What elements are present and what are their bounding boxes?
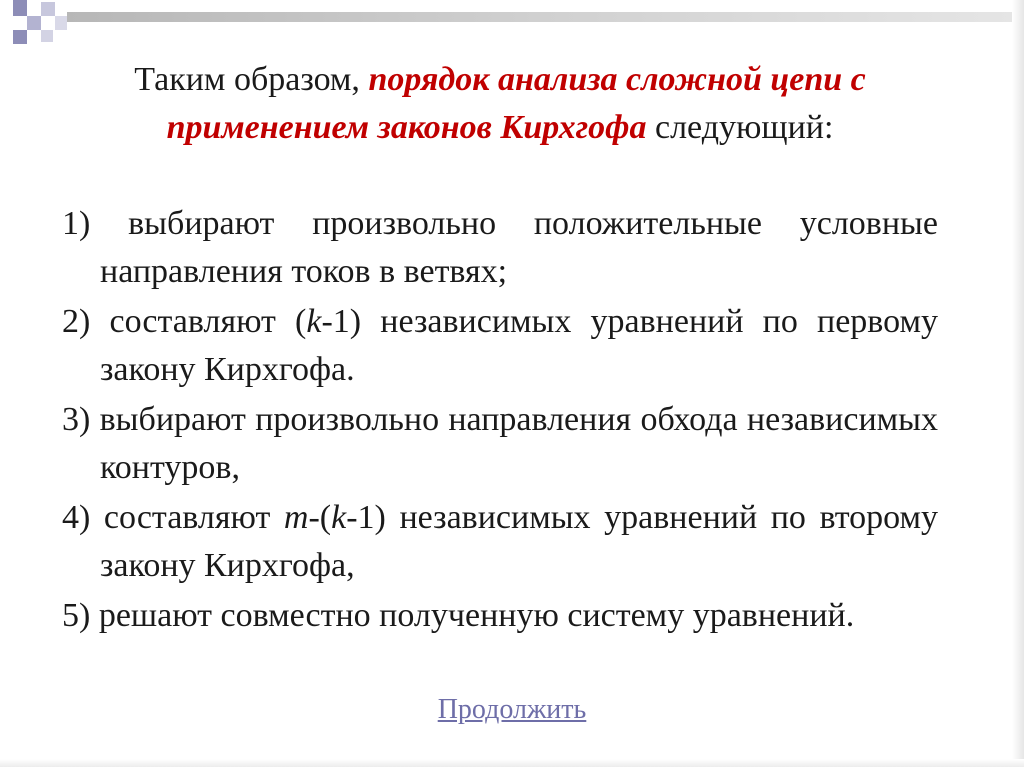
decor-square bbox=[13, 0, 27, 16]
intro-emphasis: порядок анализа сложной цепи с применением законов Кирхгофа bbox=[166, 61, 866, 146]
step-variable: k bbox=[306, 303, 322, 340]
step-text: составляют bbox=[103, 499, 284, 536]
continue-link[interactable]: Продолжить bbox=[437, 694, 587, 725]
step-number: 1) bbox=[62, 205, 91, 242]
decor-square bbox=[55, 16, 67, 30]
header-bar bbox=[67, 12, 1012, 22]
frame-edge bbox=[1012, 0, 1024, 767]
step-text: -1) независимых уравнений по второму закону Кирхгофа, bbox=[100, 499, 938, 584]
decor-square bbox=[13, 30, 27, 44]
step-text: -( bbox=[308, 499, 332, 536]
step-text: составляют ( bbox=[109, 303, 307, 340]
step-text: -1) независимых уравнений по первому закону Кирхгофа. bbox=[100, 303, 939, 388]
step-number: 2) bbox=[62, 303, 91, 340]
step-number: 5) bbox=[62, 597, 91, 634]
step-variable: k bbox=[331, 499, 347, 536]
step-item bbox=[62, 494, 938, 590]
step-number: 3) bbox=[62, 401, 91, 438]
step-item bbox=[62, 298, 938, 394]
steps-list bbox=[62, 200, 938, 640]
decor-square bbox=[41, 2, 55, 16]
step-text: выбирают произвольно положительные условные направления токов в ветвях; bbox=[100, 205, 938, 290]
step-item bbox=[62, 592, 938, 640]
intro-paragraph bbox=[62, 56, 938, 152]
intro-lead: Таким образом, bbox=[134, 61, 369, 98]
slide-content bbox=[62, 56, 938, 642]
step-text: решают совместно полученную систему уравнений. bbox=[98, 597, 855, 634]
step-item bbox=[62, 200, 938, 296]
frame-edge bbox=[0, 759, 1024, 767]
step-number: 4) bbox=[62, 499, 91, 536]
step-item bbox=[62, 396, 938, 492]
decor-square bbox=[41, 30, 53, 42]
step-variable: m bbox=[283, 499, 309, 536]
step-text: выбирают произвольно направления обхода независимых контуров, bbox=[99, 401, 938, 486]
intro-tail: следующий: bbox=[646, 109, 834, 146]
decor-square bbox=[27, 16, 41, 30]
